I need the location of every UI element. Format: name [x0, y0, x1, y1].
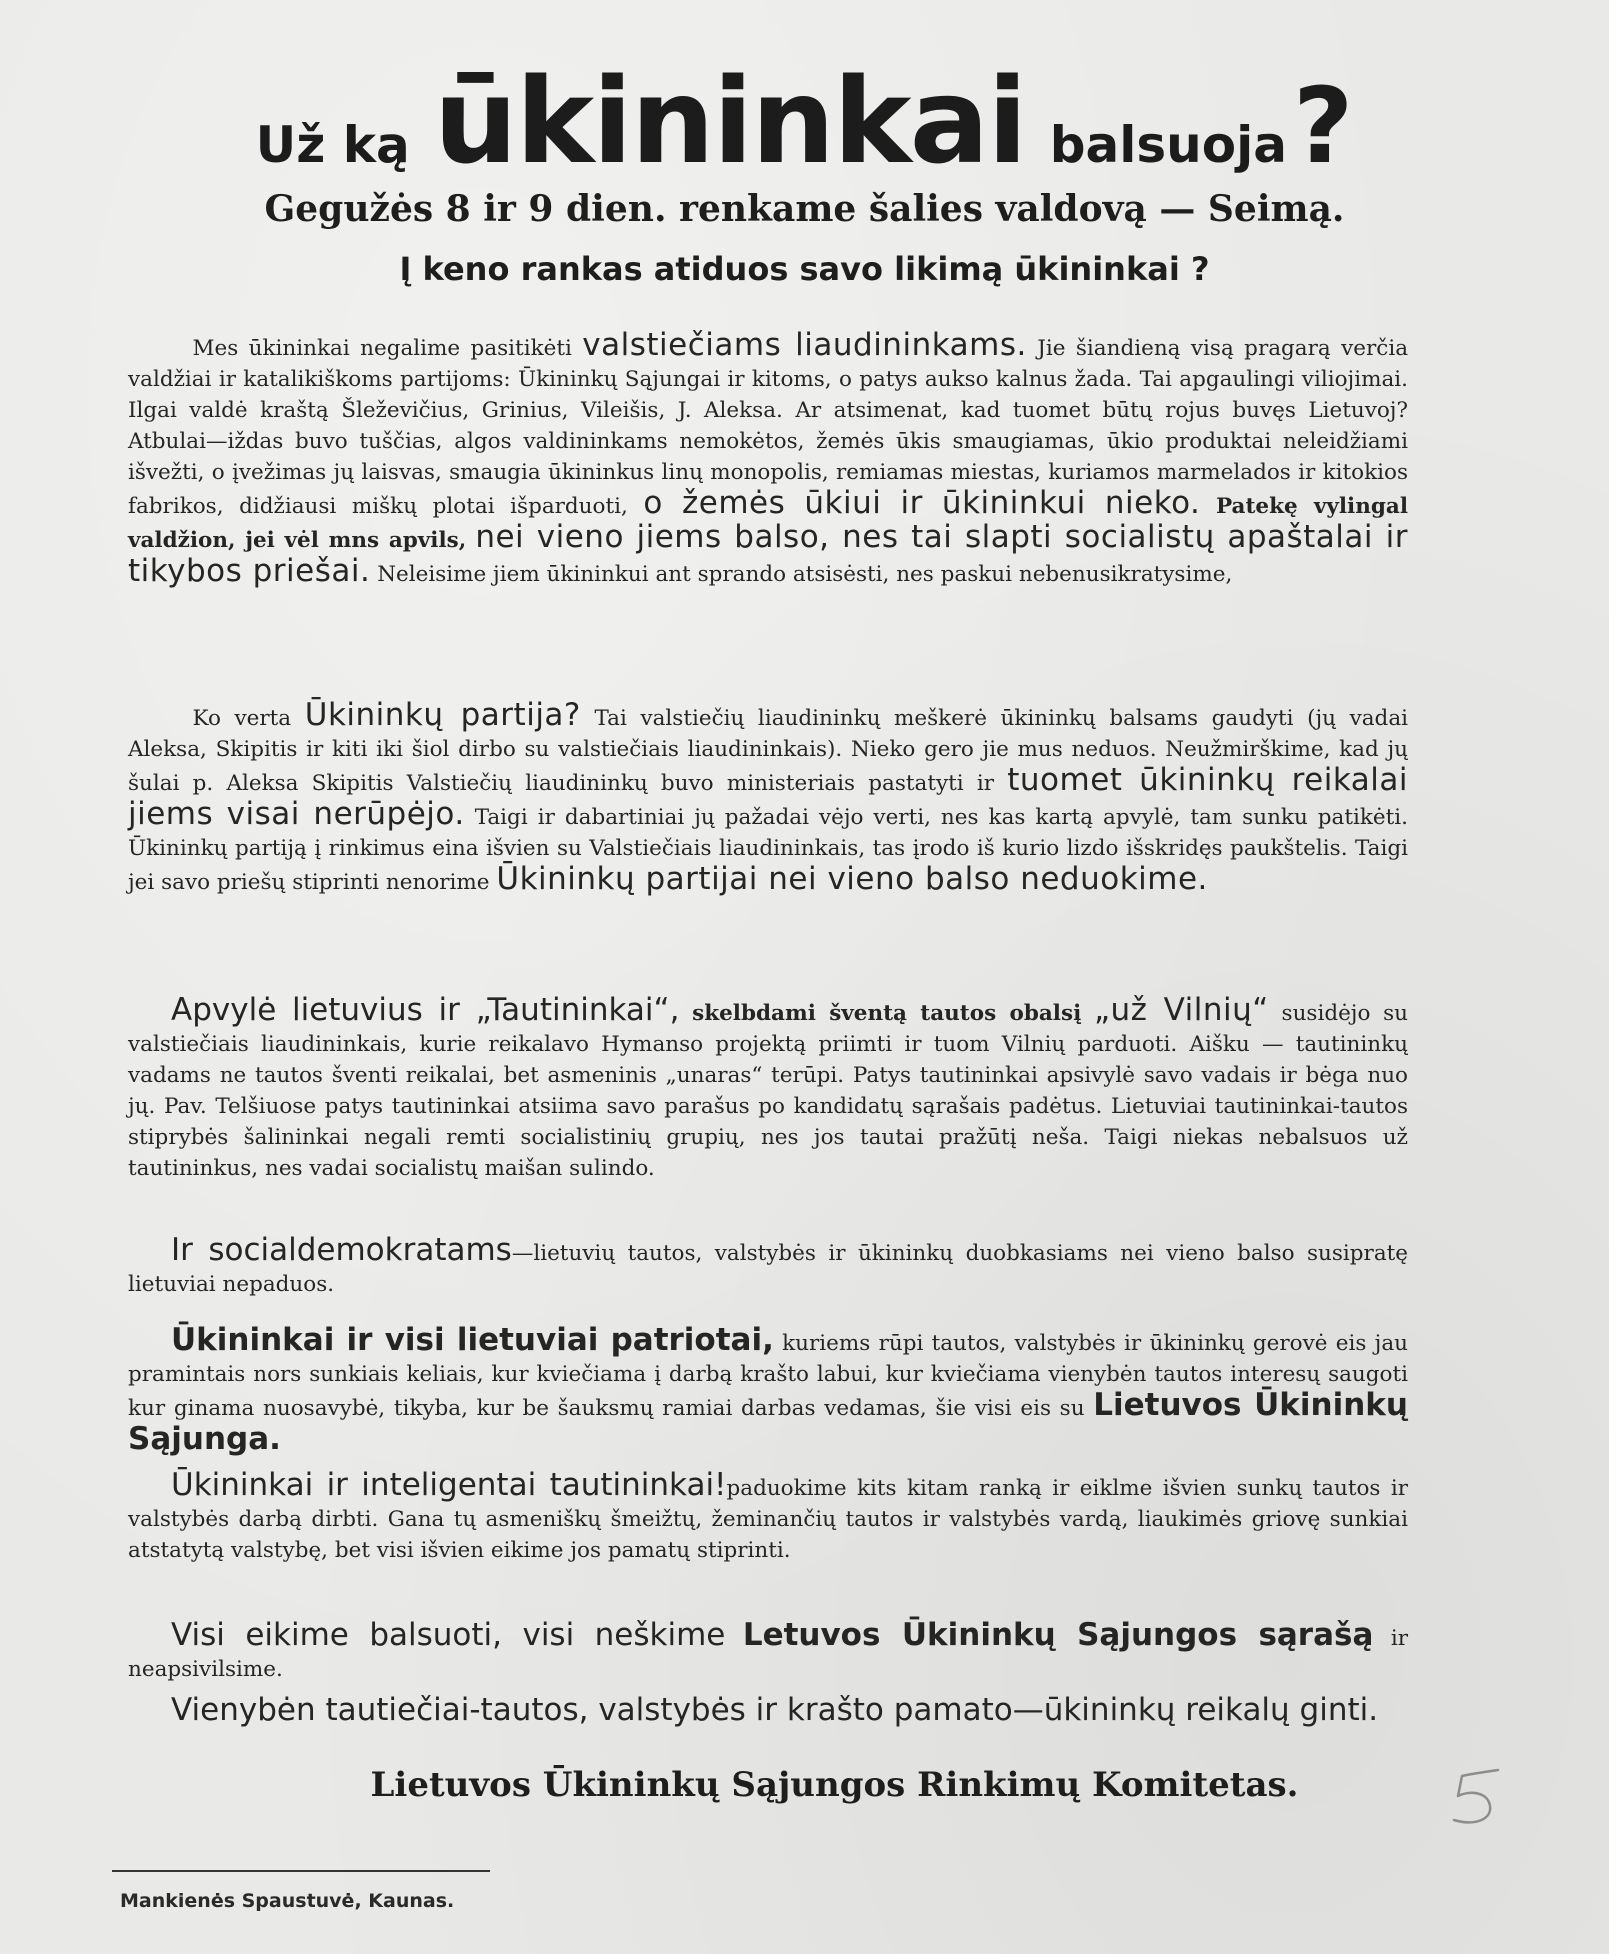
p5-heavy-a: Ūkininkai ir visi lietuviai patriotai, — [171, 1322, 774, 1358]
handwritten-page-number — [1440, 1762, 1520, 1832]
subtitle-election-date: Gegužės 8 ir 9 dien. renkame šalies valdovą — Seimą. — [264, 188, 1345, 230]
p2-emphasis-b: Ūkininkų partija? — [304, 697, 581, 733]
title-question-mark: ? — [1292, 65, 1354, 187]
p2-text-e: Taigi ir dabartiniai jų pažadai vėjo verti, nes kas kartą apvylė, tam sunku patikėti. Ūkininkų partiją į rinkimus eina išvien su Valstiečiais liaudininkais, tas įrodo iš kurio lizdo išskridęs paukštelis. Taigi jei savo priešų stiprinti nenorime — [128, 805, 1408, 895]
p3-text-d: susidėjo su valstiečiais liaudininkais, kurie reikalavo Hymanso projektą priimti ir tuom Vilnių parduoti. Aišku — tautininkų vadams ne tautos šventi reikalai, bet asmeninis „unaras“ terūpi. Patys tautininkai apsivylė savo vadais ir bėga nuo jų. Pav. Telšiuose patys tautininkai atsiima savo parašus po kandidatų sąrašais padėtus. Lietuviai tautininkai-tautos stiprybės šalininkai negali remti socialistinių grupių, nes jos tautai pražūtį neša. Taigi niekas nebalsuos už tautininkus, nes vadai socialistų maišan sulindo. — [128, 1001, 1408, 1181]
p6-text-b: paduokime kits kitam ranką ir eiklme išvien sunkų tautos ir valstybės darbą dirbti. Gana tų asmeniškų šmeižtų, žeminančių tautos ir valstybės vardą, liaukimės griovę sunkiai atstatytą valstybę, bet visi išvien eikime jos pamatų stiprinti. — [128, 1476, 1408, 1563]
p4-lead-a: Ir socialdemokratams — [171, 1232, 512, 1268]
p3-emphasis-c: „už Vilnių“ — [1093, 992, 1269, 1028]
subtitle-question: Į keno rankas atiduos savo likimą ūkininkai ? — [399, 250, 1210, 288]
title-part-3: balsuoja — [1049, 116, 1287, 174]
p1-text-g: Neleisime jiem ūkininkui ant sprando atsisėsti, nes paskui nebenusikratysime, — [377, 562, 1233, 587]
paragraph-6 — [128, 1467, 1408, 1566]
p2-emphasis-d: tuomet ūkininkų reikalai jiems visai nerūpėjo. — [128, 762, 1408, 832]
p1-emphasis-b: valstiečiams liaudininkams. — [582, 327, 1027, 363]
p3-lead-a: Apvylė lietuvius ir „Tautininkai“, — [171, 992, 680, 1028]
p1-text-c: Jie šiandieną visą pragarą verčia valdžiai ir katalikiškoms partijoms: Ūkininkų Sąjungai ir kitoms, o patys aukso kalnus žada. Tai apgaulingi viliojimai. Ilgai valdė kraštą Šleževičius, Grinius, Vileišis, J. Aleksa. Ar atsimenat, kad tuomet būtų rojus buvęs Lietuvoj? Atbulai—iždas buvo tuščias, algos valdininkams nemokėtos, žemės ūkis smaugiamas, ūkio produktai neleidžiami išvežti, o įvežimas jų laisvas, smaugia ūkininkus linų monopolis, remiamas miestas, kuriamos marmelados ir kitokios fabrikos, didžiausi miškų plotai išparduoti, — [128, 336, 1409, 519]
p5-text-b: kuriems rūpi tautos, valstybės ir ūkininkų gerovė eis jau pramintais nors sunkiais keliais, kur kviečiama į darbą krašto labui, kur kviečiama vienybėn tautos interesų saugoti kur ginama nuosavybė, tikyba, kur be šauksmų ramiai darbas vedamas, šie visi eis su — [128, 1331, 1408, 1421]
paragraph-5 — [128, 1322, 1408, 1458]
p2-text-c: Tai valstiečių liaudininkų meškerė ūkininkų balsams gaudyti (jų vadai Aleksa, Skipitis ir kiti iki šiol dirbo su valstiečiais liaudininkais). Nieko gero jie mus neduos. Neužmirškime, kad jų šulai p. Aleksa Skipitis Valstiečių liaudininkų buvo ministeriais pastatyti ir — [128, 706, 1409, 796]
document-title — [0, 52, 1609, 190]
paragraph-4 — [128, 1232, 1408, 1300]
p2-emphasis-f: Ūkininkų partijai nei vieno balso neduokime. — [496, 861, 1208, 897]
title-part-1: Už ką — [255, 116, 410, 174]
paragraph-2 — [128, 697, 1409, 898]
paragraph-7 — [128, 1617, 1408, 1685]
p5-heavy-c: Lietuvos Ūkininkų Sąjunga. — [128, 1387, 1408, 1457]
printer-imprint: Mankienės Spaustuvė, Kaunas. — [120, 1890, 455, 1912]
signature-committee: Lietuvos Ūkininkų Sąjungos Rinkimų Komitetas. — [370, 1765, 1299, 1805]
paragraph-3 — [128, 992, 1408, 1184]
p2-text-a: Ko verta — [192, 706, 292, 731]
p7-heavy-b: Letuvos Ūkininkų Sąjungos sąrašą — [742, 1617, 1374, 1653]
p6-lead-a: Ūkininkai ir inteligentai tautininkai! — [171, 1467, 727, 1503]
p1-text-e: Patekę vylingal valdžion, jei vėl mns apvils, — [128, 494, 1408, 553]
p7-text-c: ir neapsivilsime. — [128, 1626, 1408, 1682]
p1-emphasis-d: o žemės ūkiui ir ūkininkui nieko. — [643, 485, 1201, 521]
title-part-2: ūkininkai — [433, 52, 1026, 190]
p1-emphasis-f: nei vieno jiems balso, nes tai slapti socialistų apaštalai ir tikybos priešai. — [128, 519, 1408, 589]
p8-lead-a: Vienybėn tautiečiai-tautos, valstybės ir krašto pamato—ūkininkų reikalų ginti. — [171, 1692, 1379, 1728]
p3-text-b: skelbdami šventą tautos obalsį — [692, 1001, 1082, 1026]
paragraph-8 — [128, 1692, 1408, 1729]
paragraph-1 — [128, 327, 1409, 590]
p7-lead-a: Visi eikime balsuoti, visi neškime — [171, 1617, 726, 1653]
p4-text-b: —lietuvių tautos, valstybės ir ūkininkų duobkasiams nei vieno balso susipratę lietuviai nepaduos. — [128, 1241, 1408, 1297]
footer-rule — [112, 1870, 490, 1872]
p1-text-a: Mes ūkininkai negalime pasitikėti — [192, 336, 572, 361]
